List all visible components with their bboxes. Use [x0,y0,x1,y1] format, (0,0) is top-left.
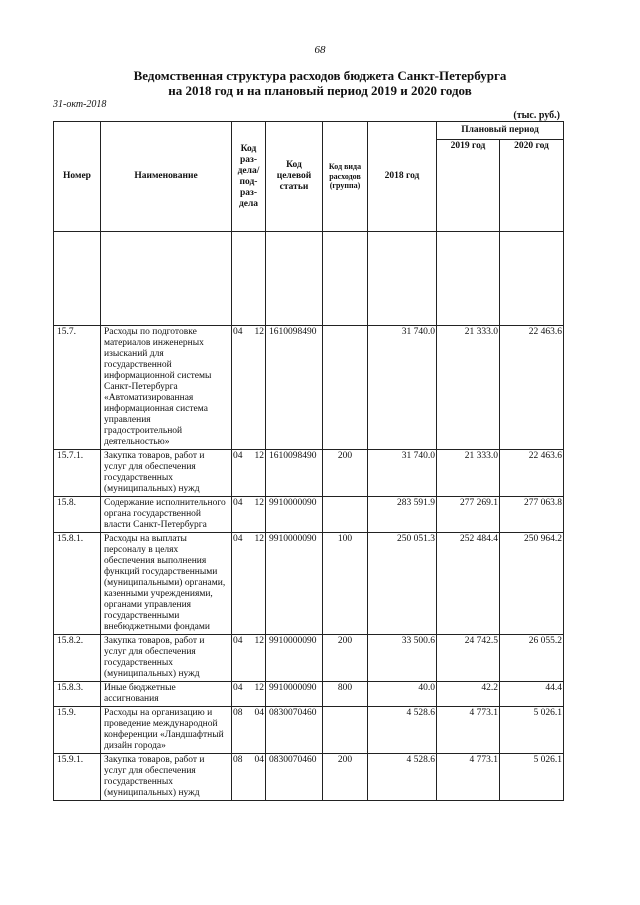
header-expense-type: Код вида расходов (группа) [323,122,368,232]
row-number: 15.8.1. [54,533,101,635]
row-section: 08 [233,708,243,718]
row-name: Иные бюджетные ассигнования [101,682,232,707]
row-value-2019: 42.2 [437,682,500,707]
document-date: 31-окт-2018 [53,99,107,110]
header-target-code: Код целевой статьи [266,122,323,232]
row-section: 04 [233,327,243,337]
row-section: 04 [233,451,243,461]
row-subsection: 12 [254,636,264,646]
row-name: Закупка товаров, работ и услуг для обеспечения государственных (муниципальных) нужд [101,635,232,682]
header-2019: 2019 год [437,140,500,232]
row-expense-type: 200 [323,635,368,682]
row-name: Расходы на организацию и проведение международной конференции «Ландшафтный дизайн города» [101,707,232,754]
document-title [0,68,640,98]
row-number: 15.8. [54,497,101,533]
table-row [54,754,564,801]
row-section: 04 [233,683,243,693]
row-expense-type [323,326,368,450]
row-target-code: 1610098490 [266,326,323,450]
row-value-2020: 250 964.2 [500,533,564,635]
row-section: 04 [233,498,243,508]
row-section-code [232,497,266,533]
row-value-2019: 4 773.1 [437,754,500,801]
row-value-2018: 283 591.9 [368,497,437,533]
row-subsection: 12 [254,498,264,508]
row-subsection: 12 [254,327,264,337]
title-line-1: Ведомственная структура расходов бюджета Санкт-Петербурга [133,68,507,83]
row-section: 04 [233,534,243,544]
table-spacer [54,232,564,326]
row-value-2019: 21 333.0 [437,450,500,497]
header-planned-period: Плановый период [437,122,564,140]
row-value-2018: 31 740.0 [368,326,437,450]
table-row [54,533,564,635]
header-2020: 2020 год [500,140,564,232]
table-row [54,450,564,497]
row-value-2020: 22 463.6 [500,450,564,497]
budget-table [53,121,564,801]
header-number: Номер [54,122,101,232]
page-number: 68 [314,44,326,56]
title-line-2: на 2018 год и на плановый период 2019 и 2020 годов [168,83,472,98]
row-subsection: 04 [254,755,264,765]
row-value-2018: 31 740.0 [368,450,437,497]
row-value-2019: 277 269.1 [437,497,500,533]
row-name: Закупка товаров, работ и услуг для обеспечения государственных (муниципальных) нужд [101,450,232,497]
row-value-2020: 5 026.1 [500,754,564,801]
header-name: Наименование [101,122,232,232]
row-section-code [232,635,266,682]
row-name: Расходы по подготовке материалов инженерных изысканий для государственной информационной системы Санкт-Петербурга «Автоматизированная информационная система управления градостроительной деятельностью» [101,326,232,450]
row-value-2020: 5 026.1 [500,707,564,754]
row-value-2019: 252 484.4 [437,533,500,635]
row-value-2018: 40.0 [368,682,437,707]
row-target-code: 1610098490 [266,450,323,497]
row-name: Расходы на выплаты персоналу в целях обеспечения выполнения функций государственными (муниципальными) органами, казенными учреждениями, органами управления государственными внебюджетными фондами [101,533,232,635]
row-section-code [232,326,266,450]
header-2018: 2018 год [368,122,437,232]
row-number: 15.7.1. [54,450,101,497]
row-expense-type: 200 [323,450,368,497]
row-subsection: 12 [254,683,264,693]
row-value-2018: 4 528.6 [368,754,437,801]
table-row [54,326,564,450]
row-value-2019: 4 773.1 [437,707,500,754]
row-section-code [232,707,266,754]
row-expense-type: 200 [323,754,368,801]
row-target-code: 9910000090 [266,682,323,707]
row-section: 08 [233,755,243,765]
row-section: 04 [233,636,243,646]
row-section-code [232,450,266,497]
row-value-2019: 24 742.5 [437,635,500,682]
row-number: 15.8.3. [54,682,101,707]
row-value-2020: 44.4 [500,682,564,707]
row-section-code [232,682,266,707]
row-section-code [232,754,266,801]
table-row [54,635,564,682]
header-section-code: Код раз-дела/ под-раз-дела [232,122,266,232]
row-target-code: 9910000090 [266,635,323,682]
row-expense-type: 800 [323,682,368,707]
row-value-2018: 250 051.3 [368,533,437,635]
row-target-code: 9910000090 [266,497,323,533]
row-subsection: 12 [254,451,264,461]
table-row [54,497,564,533]
row-value-2020: 22 463.6 [500,326,564,450]
row-section-code [232,533,266,635]
row-number: 15.9. [54,707,101,754]
table-row [54,682,564,707]
row-expense-type [323,707,368,754]
row-number: 15.7. [54,326,101,450]
row-number: 15.8.2. [54,635,101,682]
row-value-2018: 4 528.6 [368,707,437,754]
row-target-code: 9910000090 [266,533,323,635]
row-value-2018: 33 500.6 [368,635,437,682]
row-subsection: 12 [254,534,264,544]
row-subsection: 04 [254,708,264,718]
row-expense-type: 100 [323,533,368,635]
row-value-2020: 277 063.8 [500,497,564,533]
table-body [54,232,564,801]
row-name: Содержание исполнительного органа государственной власти Санкт-Петербурга [101,497,232,533]
units-label: (тыс. руб.) [513,110,560,121]
row-name: Закупка товаров, работ и услуг для обеспечения государственных (муниципальных) нужд [101,754,232,801]
row-value-2019: 21 333.0 [437,326,500,450]
row-target-code: 0830070460 [266,707,323,754]
row-expense-type [323,497,368,533]
row-number: 15.9.1. [54,754,101,801]
row-value-2020: 26 055.2 [500,635,564,682]
row-target-code: 0830070460 [266,754,323,801]
table-row [54,707,564,754]
